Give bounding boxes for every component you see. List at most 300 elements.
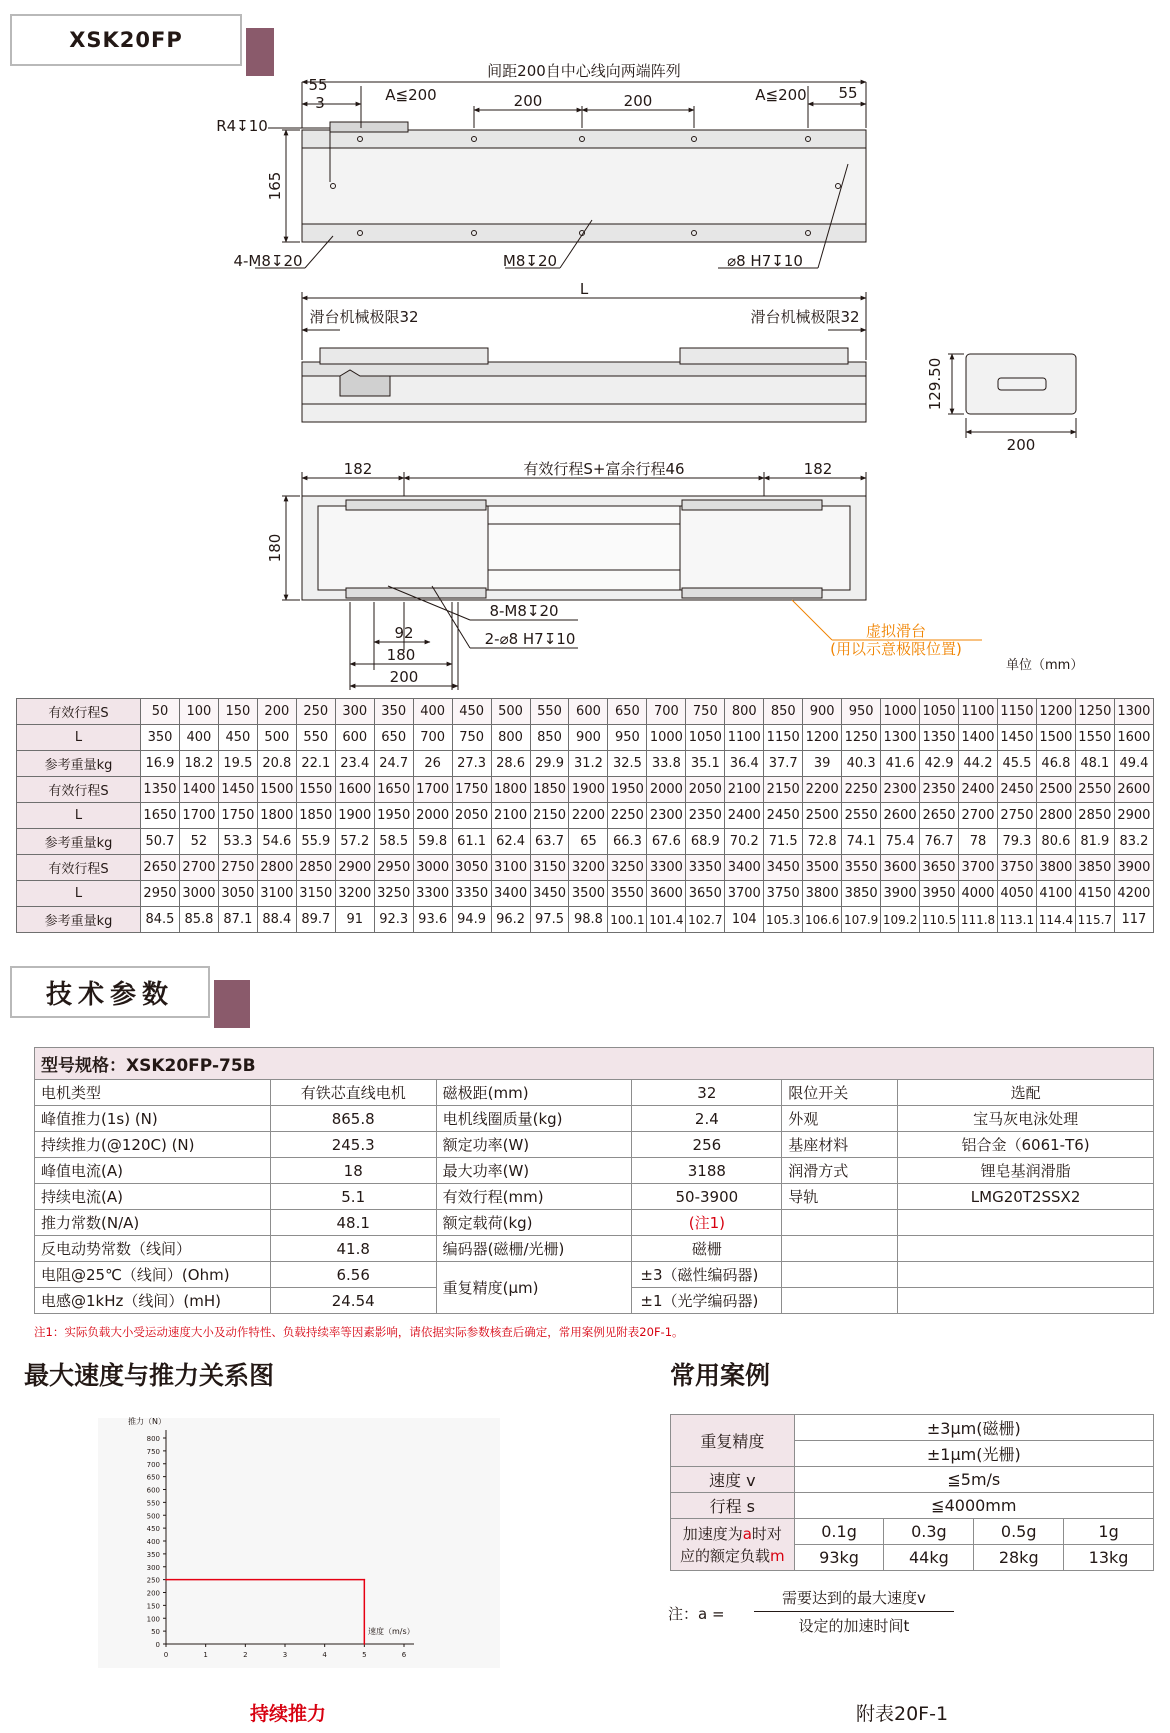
stroke-table-cell: 50.7 [141, 829, 180, 855]
y-tick-label: 500 [146, 1512, 160, 1521]
stroke-table-cell: 113.1 [997, 907, 1036, 933]
x-tick-label: 3 [282, 1651, 288, 1659]
stroke-table-cell: 1900 [569, 777, 608, 803]
spec-cell: 选配 [898, 1080, 1154, 1106]
stroke-table-row [17, 881, 1154, 907]
stroke-table-cell: 98.8 [569, 907, 608, 933]
spec-cell: 锂皂基润滑脂 [898, 1158, 1154, 1184]
stroke-table-cell: 550 [530, 699, 569, 725]
formula-numerator: 需要达到的最大速度v [782, 1589, 926, 1607]
stroke-table-cell: 800 [491, 725, 530, 751]
stroke-table-cell: 106.6 [803, 907, 842, 933]
stroke-table-cell: 3850 [1075, 855, 1114, 881]
x-axis-label: 速度（m/s） [368, 1627, 415, 1636]
y-tick-label: 300 [146, 1563, 160, 1572]
stroke-table-cell: 1150 [764, 725, 803, 751]
spec-cell [782, 1262, 898, 1288]
case-load-0: 93kg [794, 1545, 884, 1571]
stroke-table-cell: 1700 [179, 803, 218, 829]
x-tick-label: 4 [322, 1651, 327, 1659]
y-axis-label: 推力（N） [128, 1417, 166, 1426]
stroke-table-cell: 3350 [452, 881, 491, 907]
stroke-table-cell: 2450 [764, 803, 803, 829]
stroke-table-cell: 117 [1114, 907, 1153, 933]
stroke-table-cell: 3650 [920, 855, 959, 881]
stroke-table-cell: 3500 [569, 881, 608, 907]
model-title: XSK20FP [10, 14, 242, 66]
tech-title: 技术参数 [10, 966, 210, 1018]
stroke-table-row [17, 751, 1154, 777]
stroke-table-cell: 2550 [1075, 777, 1114, 803]
stroke-table-cell: 93.6 [413, 907, 452, 933]
stroke-table-cell: 2000 [647, 777, 686, 803]
spec-cell: LMG20T2SSX2 [898, 1184, 1154, 1210]
spec-cell: 2.4 [632, 1106, 782, 1132]
stroke-table-cell: 49.4 [1114, 751, 1153, 777]
spec-cell [898, 1288, 1154, 1314]
stroke-table-cell: 94.9 [452, 907, 491, 933]
stroke-table-cell: 3050 [218, 881, 257, 907]
spec-cell [782, 1236, 898, 1262]
stroke-table-cell: 2000 [413, 803, 452, 829]
formula-denominator: 设定的加速时间t [798, 1617, 910, 1635]
spec-row [35, 1080, 1154, 1106]
stroke-table-cell: 1700 [413, 777, 452, 803]
stroke-table-cell: 59.8 [413, 829, 452, 855]
dim-pitch-1: 200 [513, 92, 543, 110]
spec-cell: 基座材料 [782, 1132, 898, 1158]
stroke-table-cell: 2500 [803, 803, 842, 829]
series-point [364, 1643, 366, 1645]
row-label: 有效行程S [17, 777, 141, 803]
stroke-table-cell: 1100 [725, 725, 764, 751]
spec-row [35, 1262, 1154, 1288]
stroke-table-cell: 32.5 [608, 751, 647, 777]
stroke-table-cell: 2400 [725, 803, 764, 829]
spec-row [35, 1132, 1154, 1158]
stroke-table-cell: 3400 [725, 855, 764, 881]
case-table [670, 1414, 1154, 1571]
stroke-table-cell: 36.4 [725, 751, 764, 777]
spec-cell: 256 [632, 1132, 782, 1158]
stroke-table-cell: 3000 [413, 855, 452, 881]
stroke-table-cell: 2550 [842, 803, 881, 829]
stroke-table-cell: 19.5 [218, 751, 257, 777]
stroke-table-row [17, 907, 1154, 933]
stroke-table-cell: 3350 [686, 855, 725, 881]
stroke-table-cell: 3950 [920, 881, 959, 907]
stroke-table-cell: 3750 [764, 881, 803, 907]
y-tick-label: 650 [146, 1473, 160, 1482]
dim-left-edge: 55 [308, 76, 328, 94]
y-tick-label: 350 [146, 1550, 160, 1559]
stroke-table-cell: 26 [413, 751, 452, 777]
stroke-table-cell: 3900 [1114, 855, 1153, 881]
stroke-table-cell: 500 [491, 699, 530, 725]
dim-left-offset: 3 [315, 94, 325, 112]
stroke-table-cell: 1200 [1036, 699, 1075, 725]
case-load-1: 44kg [884, 1545, 974, 1571]
x-tick-label: 1 [203, 1651, 208, 1659]
stroke-table-cell: 3900 [881, 881, 920, 907]
dim-length-l: L [579, 280, 589, 298]
stroke-table-cell: 1750 [218, 803, 257, 829]
spec-cell [782, 1210, 898, 1236]
dim-92: 92 [394, 624, 414, 642]
stroke-table-cell: 2250 [608, 803, 647, 829]
spec-cell: 5.1 [270, 1184, 436, 1210]
speed-force-chart [98, 1418, 500, 1668]
stroke-table-cell: 4150 [1075, 881, 1114, 907]
stroke-table-cell: 700 [647, 699, 686, 725]
stroke-table-cell: 850 [764, 699, 803, 725]
spec-cell: 推力常数(N/A) [35, 1210, 271, 1236]
spec-cell: 重复精度(μm) [436, 1262, 632, 1314]
spec-cell: ±3（磁性编码器) [632, 1262, 782, 1288]
stroke-table-cell: 39 [803, 751, 842, 777]
stroke-table-cell: 2050 [452, 803, 491, 829]
formula-lead: 注：a = [668, 1605, 725, 1623]
stroke-table-cell: 1650 [141, 803, 180, 829]
stroke-table-cell: 2200 [569, 803, 608, 829]
label-hole-pin: ⌀8 H7↧10 [727, 252, 803, 270]
stroke-table-cell: 600 [335, 725, 374, 751]
spec-cell [898, 1210, 1154, 1236]
label-stroke: 有效行程S+富余行程46 [523, 460, 685, 478]
spec-cell: 持续电流(A) [35, 1184, 271, 1210]
pitch-note: 间距200自中心线向两端阵列 [487, 62, 681, 80]
stroke-table-cell: 2400 [959, 777, 998, 803]
stroke-table-cell: 54.6 [257, 829, 296, 855]
stroke-table-cell: 3150 [530, 855, 569, 881]
stroke-table-cell: 110.5 [920, 907, 959, 933]
spec-cell: 润滑方式 [782, 1158, 898, 1184]
row-label: 参考重量kg [17, 907, 141, 933]
stroke-table-cell: 3100 [257, 881, 296, 907]
stroke-table-cell: 72.8 [803, 829, 842, 855]
spec-cell: 41.8 [270, 1236, 436, 1262]
label-radius: R4↧10 [216, 117, 268, 135]
spec-cell: 磁极距(mm) [436, 1080, 632, 1106]
stroke-table-cell: 65 [569, 829, 608, 855]
stroke-table-cell: 4000 [959, 881, 998, 907]
series-point [364, 1579, 366, 1581]
spec-cell: 导轨 [782, 1184, 898, 1210]
stroke-table-cell: 50 [141, 699, 180, 725]
stroke-table-cell: 68.9 [686, 829, 725, 855]
label-virtual-slide: 虚拟滑台 [865, 622, 927, 640]
spec-model: 型号规格：XSK20FP-75B [35, 1048, 1154, 1080]
stroke-table-cell: 2250 [842, 777, 881, 803]
dim-200: 200 [389, 668, 419, 686]
stroke-table-cell: 88.4 [257, 907, 296, 933]
stroke-table-cell: 2150 [530, 803, 569, 829]
spec-cell: 反电动势常数（线间） [35, 1236, 271, 1262]
spec-cell: 18 [270, 1158, 436, 1184]
stroke-table-cell: 80.6 [1036, 829, 1075, 855]
stroke-table-cell: 2950 [374, 855, 413, 881]
stroke-table-cell: 3300 [647, 855, 686, 881]
stroke-table-cell: 2300 [881, 777, 920, 803]
stroke-table-cell: 4050 [997, 881, 1036, 907]
case-load-2: 28kg [974, 1545, 1064, 1571]
stroke-table-cell: 2800 [257, 855, 296, 881]
spec-row [35, 1184, 1154, 1210]
spec-cell: ±1（光学编码器) [632, 1288, 782, 1314]
label-limit-right: 滑台机械极限32 [750, 308, 860, 326]
chart-panel [98, 1418, 500, 1668]
spec-cell: 6.56 [270, 1262, 436, 1288]
y-tick-label: 200 [146, 1589, 160, 1598]
stroke-table-cell: 2950 [141, 881, 180, 907]
spec-cell: 245.3 [270, 1132, 436, 1158]
stroke-table-cell: 105.3 [764, 907, 803, 933]
stroke-table-cell: 53.3 [218, 829, 257, 855]
x-tick-label: 0 [163, 1651, 169, 1659]
stroke-table-cell: 1800 [257, 803, 296, 829]
stroke-table-cell: 109.2 [881, 907, 920, 933]
stroke-table-cell: 1100 [959, 699, 998, 725]
spec-cell: 电阻@25℃（线间）(Ohm) [35, 1262, 271, 1288]
stroke-table-cell: 100 [179, 699, 218, 725]
stroke-table-cell: 79.3 [997, 829, 1036, 855]
stroke-table-cell: 4100 [1036, 881, 1075, 907]
stroke-table-cell: 900 [569, 725, 608, 751]
stroke-table-cell: 22.1 [296, 751, 335, 777]
stroke-table-cell: 650 [608, 699, 647, 725]
spec-cell: 编码器(磁栅/光栅) [436, 1236, 632, 1262]
stroke-table-cell: 3200 [569, 855, 608, 881]
stroke-table-cell: 61.1 [452, 829, 491, 855]
stroke-table-cell: 2450 [997, 777, 1036, 803]
stroke-table-cell: 1950 [608, 777, 647, 803]
stroke-table-cell: 24.7 [374, 751, 413, 777]
stroke-table-row [17, 829, 1154, 855]
y-tick-label: 150 [146, 1602, 160, 1611]
label-hole-center: M8↧20 [502, 252, 558, 270]
stroke-table-cell: 3700 [725, 881, 764, 907]
case-accel-0: 0.1g [794, 1519, 884, 1545]
case-load-3: 13kg [1064, 1545, 1154, 1571]
stroke-table-cell: 800 [725, 699, 764, 725]
case-accel-1: 0.3g [884, 1519, 974, 1545]
dim-a-left: A≦200 [385, 86, 437, 104]
stroke-table-cell: 1950 [374, 803, 413, 829]
spec-cell: 有铁芯直线电机 [270, 1080, 436, 1106]
stroke-table-row [17, 725, 1154, 751]
spec-table [34, 1047, 1154, 1314]
stroke-table-row [17, 699, 1154, 725]
stroke-table-row [17, 855, 1154, 881]
stroke-table-cell: 3050 [452, 855, 491, 881]
spec-cell [782, 1288, 898, 1314]
stroke-table-cell: 16.9 [141, 751, 180, 777]
stroke-table-cell: 45.5 [997, 751, 1036, 777]
spec-cell: 铝合金（6061-T6) [898, 1132, 1154, 1158]
spec-cell: 电感@1kHz（线间）(mH) [35, 1288, 271, 1314]
end-view-body [966, 354, 1076, 414]
stroke-table-cell: 3250 [608, 855, 647, 881]
stroke-table-cell: 150 [218, 699, 257, 725]
stroke-table-cell: 85.8 [179, 907, 218, 933]
stroke-table-cell: 1850 [530, 777, 569, 803]
stroke-table-cell: 1300 [881, 725, 920, 751]
stroke-table-cell: 3850 [842, 881, 881, 907]
stroke-table-cell: 75.4 [881, 829, 920, 855]
stroke-table-cell: 1500 [1036, 725, 1075, 751]
x-tick-label: 2 [243, 1651, 248, 1659]
stroke-table-cell: 750 [686, 699, 725, 725]
spec-cell: 24.54 [270, 1288, 436, 1314]
stroke-table-cell: 2600 [1114, 777, 1153, 803]
stroke-table-cell: 1400 [179, 777, 218, 803]
series-point [165, 1579, 167, 1581]
stroke-table-cell: 3100 [491, 855, 530, 881]
case-repeat-mag: ±3μm(磁栅) [794, 1415, 1153, 1441]
spec-row [35, 1106, 1154, 1132]
stroke-table-cell: 3300 [413, 881, 452, 907]
stroke-table-cell: 1600 [1114, 725, 1153, 751]
stroke-table-cell: 400 [413, 699, 452, 725]
y-tick-label: 450 [146, 1525, 160, 1534]
stroke-table-cell: 1750 [452, 777, 491, 803]
stroke-table-cell: 1250 [842, 725, 881, 751]
y-tick-label: 0 [155, 1641, 160, 1649]
y-tick-label: 800 [146, 1435, 160, 1443]
spec-cell: 额定载荷(kg) [436, 1210, 632, 1236]
dim-height-165: 165 [266, 171, 284, 201]
stroke-table-cell: 1800 [491, 777, 530, 803]
stroke-table-cell: 2700 [179, 855, 218, 881]
stroke-table-cell: 1350 [141, 777, 180, 803]
stroke-table-cell: 2650 [920, 803, 959, 829]
dim-end-height: 129.50 [926, 357, 944, 411]
stroke-table [16, 698, 1154, 933]
spec-row [35, 1158, 1154, 1184]
stroke-table-cell: 1450 [218, 777, 257, 803]
stroke-table-cell: 1300 [1114, 699, 1153, 725]
stroke-table-cell: 66.3 [608, 829, 647, 855]
stroke-table-cell: 2050 [686, 777, 725, 803]
stroke-table-cell: 100.1 [608, 907, 647, 933]
case-repeat-opt: ±1μm(光栅) [794, 1441, 1153, 1467]
dim-180: 180 [386, 646, 416, 664]
stroke-table-cell: 111.8 [959, 907, 998, 933]
stroke-table-cell: 107.9 [842, 907, 881, 933]
y-tick-label: 50 [151, 1628, 160, 1637]
stroke-table-cell: 2800 [1036, 803, 1075, 829]
spec-cell: 限位开关 [782, 1080, 898, 1106]
spec-cell: 宝马灰电泳处理 [898, 1106, 1154, 1132]
stroke-table-cell: 3550 [842, 855, 881, 881]
stroke-table-cell: 58.5 [374, 829, 413, 855]
stroke-table-cell: 3200 [335, 881, 374, 907]
stroke-table-cell: 2500 [1036, 777, 1075, 803]
stroke-table-cell: 1350 [920, 725, 959, 751]
case-speed-value: ≦5m/s [794, 1467, 1153, 1493]
stroke-table-cell: 3750 [997, 855, 1036, 881]
row-label: L [17, 803, 141, 829]
stroke-table-cell: 3600 [647, 881, 686, 907]
stroke-table-cell: 41.6 [881, 751, 920, 777]
stroke-table-cell: 84.5 [141, 907, 180, 933]
stroke-table-cell: 62.4 [491, 829, 530, 855]
stroke-table-cell: 96.2 [491, 907, 530, 933]
stroke-table-cell: 81.9 [1075, 829, 1114, 855]
spec-cell: 32 [632, 1080, 782, 1106]
dim-right-edge: 55 [838, 84, 858, 102]
dim-end-width: 200 [1006, 436, 1036, 454]
spec-cell: 峰值推力(1s) (N) [35, 1106, 271, 1132]
stroke-table-cell: 500 [257, 725, 296, 751]
stroke-table-cell: 1500 [257, 777, 296, 803]
stroke-table-cell: 67.6 [647, 829, 686, 855]
chart-caption: 持续推力 [250, 1703, 327, 1725]
dim-bottom-right: 182 [803, 460, 833, 478]
stroke-table-cell: 2900 [335, 855, 374, 881]
stroke-table-cell: 350 [141, 725, 180, 751]
stroke-table-cell: 3500 [803, 855, 842, 881]
stroke-table-cell: 42.9 [920, 751, 959, 777]
series-line [166, 1580, 364, 1644]
stroke-table-cell: 2750 [997, 803, 1036, 829]
row-label: 参考重量kg [17, 829, 141, 855]
stroke-table-cell: 1550 [1075, 725, 1114, 751]
stroke-table-cell: 950 [842, 699, 881, 725]
chart-title: 最大速度与推力关系图 [24, 1361, 275, 1390]
stroke-table-cell: 4200 [1114, 881, 1153, 907]
stroke-table-row [17, 777, 1154, 803]
stroke-table-cell: 114.4 [1036, 907, 1075, 933]
stroke-table-cell: 3800 [803, 881, 842, 907]
appendix-label: 附表20F-1 [856, 1703, 949, 1725]
y-tick-label: 600 [146, 1486, 160, 1495]
stroke-table-cell: 3450 [764, 855, 803, 881]
dim-height-180: 180 [266, 533, 284, 563]
spec-cell: 3188 [632, 1158, 782, 1184]
stroke-table-cell: 74.1 [842, 829, 881, 855]
stroke-table-cell: 550 [296, 725, 335, 751]
stroke-table-row [17, 803, 1154, 829]
y-tick-label: 400 [146, 1538, 160, 1546]
stroke-table-cell: 48.1 [1075, 751, 1114, 777]
stroke-table-cell: 78 [959, 829, 998, 855]
stroke-table-cell: 1200 [803, 725, 842, 751]
stroke-table-cell: 1150 [997, 699, 1036, 725]
spec-row [35, 1236, 1154, 1262]
stroke-table-cell: 37.7 [764, 751, 803, 777]
stroke-table-cell: 3150 [296, 881, 335, 907]
stroke-table-cell: 300 [335, 699, 374, 725]
dim-bottom-left: 182 [343, 460, 373, 478]
x-tick-label: 5 [362, 1651, 367, 1659]
stroke-table-cell: 3700 [959, 855, 998, 881]
stroke-table-cell: 850 [530, 725, 569, 751]
label-hole-corner: 4-M8↧20 [233, 252, 303, 270]
stroke-table-cell: 1850 [296, 803, 335, 829]
stroke-table-cell: 1050 [686, 725, 725, 751]
label-pins: 2-⌀8 H7↧10 [484, 630, 576, 648]
stroke-table-cell: 2600 [881, 803, 920, 829]
spec-cell: 磁栅 [632, 1236, 782, 1262]
y-tick-label: 100 [146, 1615, 160, 1624]
stroke-table-cell: 97.5 [530, 907, 569, 933]
case-stroke-value: ≦4000mm [794, 1493, 1153, 1519]
case-accel-label: 加速度为a时对 应的额定负载m [671, 1519, 795, 1571]
stroke-table-cell: 18.2 [179, 751, 218, 777]
stroke-table-cell: 1550 [296, 777, 335, 803]
stroke-table-cell: 102.7 [686, 907, 725, 933]
